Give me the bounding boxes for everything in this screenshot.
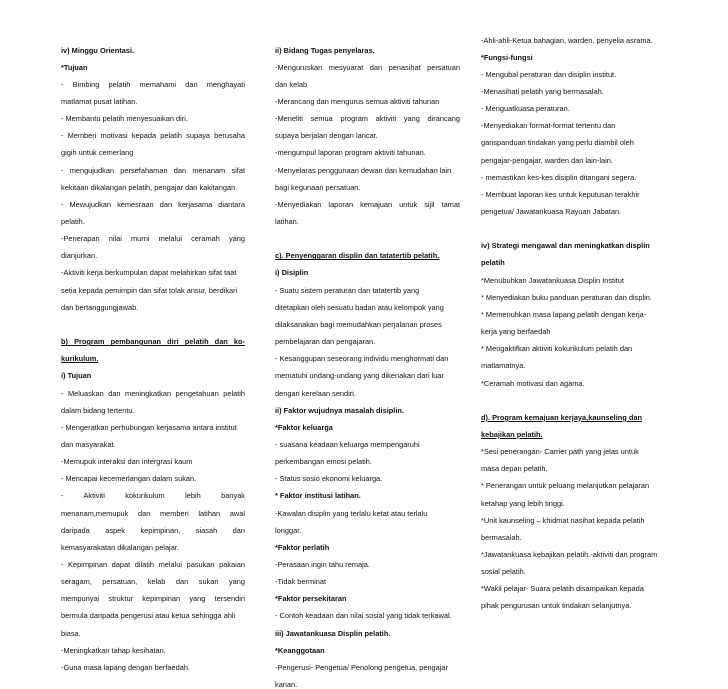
text-line: -Kawalan disiplin yang terlalu ketat atau terlalu (275, 508, 428, 518)
text-line: mempunyai struktur kepimpinan yang tersendiri (61, 594, 245, 604)
text-line: -Penerapan nilai murni melalui ceramah yang (61, 234, 245, 244)
section-heading: c). Penyenggaran displin dan tatatertib pelatih. (275, 251, 440, 261)
section-heading: ii) Faktor wujudnya masalah disiplin. (275, 405, 404, 415)
text-line: - suasana keadaan keluarga mempengaruhi (275, 439, 420, 449)
text-line: - Menguatkuasa peraturan. (481, 104, 570, 114)
text-line: daripada aspek kepimpinan, siasah dan (61, 525, 245, 535)
text-line: matlamatnya. (481, 361, 526, 371)
text-line: -Menyediakan format-format tertentu dan (481, 121, 616, 131)
text-line: -Pengerusi- Pengetua/ Penolong pengetua, pengajar (275, 662, 448, 672)
text-line: biasa. (61, 628, 81, 638)
section-heading: ii) Bidang Tugas penyelaras. (275, 45, 375, 55)
text-line: -Aktiviti kerja berkumpulan dapat melahirkan sifat taat (61, 268, 237, 278)
section-heading: kurikulum. (61, 354, 99, 364)
text-line: - Status sosio ekonomi keluarga. (275, 474, 383, 484)
text-line: *Sesi penerangan- Carrier path yang jelas untuk (481, 447, 639, 457)
text-line: gigih untuk cemerlang (61, 148, 134, 158)
text-line: dengan kerelaan sendiri. (275, 388, 356, 398)
text-line: longgar. (275, 525, 302, 535)
text-line: setia kepada pemimpin dan sifat tolak ansur, berdikari (61, 285, 238, 295)
text-line: pengetua/ Jawatankuasa Rayuan Jabatan. (481, 207, 622, 216)
text-line: masa depan pelatih. (481, 464, 548, 474)
text-line: kerja yang berfaedah (481, 327, 551, 337)
text-line: - Memberi motivasi kepada pelatih supaya berusaha (61, 131, 245, 141)
text-line: -Guna masa lapang dengan berfaedah. (61, 662, 191, 672)
text-line: bagi kegunaan persatuan. (275, 182, 361, 192)
section-heading: *Tujuan (61, 62, 88, 72)
text-line: *Menubuhkan Jawatankuasa Displin Institut (481, 275, 624, 285)
section-heading: * Faktor institusi latihan. (275, 491, 361, 501)
text-line: pengajar-pengajar, warden dan lain-lain. (481, 155, 613, 165)
section-heading: *Faktor perlatih (275, 542, 330, 552)
section-heading: *Faktor keluarga (275, 422, 333, 432)
text-line: -Perasaan ingin tahu remaja. (275, 560, 370, 569)
section-heading: iv) Minggu Orientasi. (61, 45, 135, 55)
text-line: kekitaan dikalangan pelatih, pengajar dan kakitangan. (61, 182, 238, 192)
section-heading: i) Tujuan (61, 371, 92, 381)
text-line: menanam,memupuk dan memberi latihan awal (61, 508, 245, 518)
section-heading: d). Program kemajuan kerjaya,kaunseling dan (481, 412, 643, 422)
text-line: sosial pelatih. (481, 567, 526, 577)
text-line: * Penerangan untuk peluang melanjutkan pelajaran (481, 481, 650, 491)
text-line: * Mengaktifkan aktiviti kokurikulum pelatih dan (481, 344, 633, 354)
text-line: *Jawatankuasa kebajikan pelatih.-aktiviti dan program (481, 550, 658, 559)
text-line: -Ahli-ahli-Ketua bahagian, warden, penyelia asrama. (481, 35, 653, 45)
text-line: - Bimbing pelatih memahami dan menghayati (61, 79, 245, 89)
text-line: - Mengubal peraturan dan disiplin institut. (481, 69, 617, 79)
text-line: dan bertanggungjawab. (61, 302, 139, 312)
text-line: -Menyelaras penggunaan dewan dan kemudahan lain (275, 165, 452, 175)
text-line: ditetapkan oleh sesuatu badan atau kelompok yang (275, 302, 444, 312)
text-line: -Merancang dan mengurus semua aktiviti tahunan (275, 96, 440, 106)
text-line: - Kepimpinan dapat dilatih melalui pasukan pakaian (61, 560, 245, 569)
text-line: - Kesanggupan seseorang individu menghormati dan (275, 354, 449, 364)
text-line: latihan. (275, 217, 299, 226)
section-heading: *Fungsi-fungsi (481, 52, 533, 62)
text-line: matlamat pusat latihan. (61, 96, 138, 106)
text-line: - mengujudkan persefahaman dan menanam sifat (61, 165, 245, 175)
text-line: dan masyarakat. (61, 439, 116, 449)
text-line: - Suatu sistem peraturan dan tatatertib yang (275, 285, 420, 295)
text-line: *Wakil pelajar- Suara pelatih disampaikan kepada (481, 584, 644, 594)
section-heading: *Keanggotaan (275, 645, 325, 655)
section-heading: kebajikan pelatih. (481, 429, 543, 439)
section-heading: b) Program pembangunan diri pelatih dan ko- (61, 337, 245, 347)
text-line: pihak pengurusan untuk tindakan selanjutnya. (481, 601, 632, 611)
text-line: - Mengeratkan perhubungan kerjasama antara institut (61, 422, 237, 432)
text-line: *Unit kaunseling – khidmat nasihat kepada pelatih (481, 515, 645, 525)
text-line: - Membuat laporan kes untuk keputusan terakhir (481, 189, 640, 199)
text-line: -Memupuk interaksi dan intergrasi kaum (61, 457, 193, 467)
text-line: pembelajaran dan pengajaran. (275, 337, 376, 347)
text-line: dilaksanakan bagi memudahkan perjalanan proses (275, 319, 442, 329)
text-line: supaya berjalan dengan lancar. (275, 131, 378, 141)
text-line: -Tidak berminat (275, 577, 327, 587)
section-heading: iv) Strategi mengawal dan meningkatkan displin (481, 241, 650, 251)
section-heading: pelatih (481, 258, 505, 268)
text-line: -Menyediakan laporan kemajuan untuk sijil tamat (275, 199, 460, 209)
text-line: - Contoh keadaan dan nilai sosial yang tidak terkawal. (275, 611, 452, 621)
text-line: mematuhi undang-undang yang dikenakan dari luar (275, 371, 444, 381)
text-line: dianjurkan. (61, 251, 98, 261)
section-heading: iii) Jawatankuasa Displin pelatih. (275, 628, 391, 638)
text-line: - Aktiviti kokurikulum lebih banyak (61, 491, 245, 501)
text-line: * Memenuhkan masa lapang pelatih dengan kerja- (481, 309, 647, 319)
text-line: -Meningkatkan tahap kesihatan. (61, 645, 166, 655)
text-line: kemasyarakatan dikalangan pelajar. (61, 542, 179, 552)
text-line: - Meluaskan dan meningkatkan pengetahuan pelatih (61, 388, 245, 398)
text-line: bermasalah. (481, 532, 522, 542)
text-line: -Meneliti semua program aktiviti yang dirancang (275, 114, 460, 124)
section-heading: *Faktor persekitaran (275, 594, 347, 604)
text-line: -Menasihati pelatih yang bermasalah. (481, 86, 604, 96)
text-line: - Membantu pelatih menyesuaikan diri. (61, 114, 188, 124)
text-line: * Menyediakan buku panduan peraturan dan displin. (481, 292, 652, 302)
text-line: perkembangan emosi pelatih. (275, 457, 372, 467)
text-line: bermula daripada pengerusi atau ketua sehingga ahli (61, 611, 236, 621)
text-line: garispanduan tindakan yang perlu diambil oleh (481, 138, 634, 148)
text-line: dan kelab (275, 79, 308, 89)
text-line: seragam, persatuan, kelab dan sukan yang (61, 577, 245, 587)
text-line: kanan. (275, 680, 298, 689)
text-line: -Menguruskan mesyuarat dan penasihat persatuan (275, 62, 460, 72)
text-line: - Mewujudkan kemesraan dan kerjasama diantara (61, 199, 245, 209)
text-line: ketahap yang lebih tinggi. (481, 498, 565, 508)
section-heading: i) Disiplin (275, 268, 309, 278)
text-line: - Mencapai kecemerlangan dalam sukan. (61, 474, 197, 484)
text-line: - memastikan kes-kes disiplin ditangani segera. (481, 172, 637, 182)
text-line: dalam bidang tertentu. (61, 405, 135, 415)
text-line: *Ceramah motivasi dan agama. (481, 378, 585, 388)
text-line: pelatih. (61, 217, 85, 226)
text-line: -mengumpul laporan program aktiviti tahunan. (275, 148, 426, 158)
